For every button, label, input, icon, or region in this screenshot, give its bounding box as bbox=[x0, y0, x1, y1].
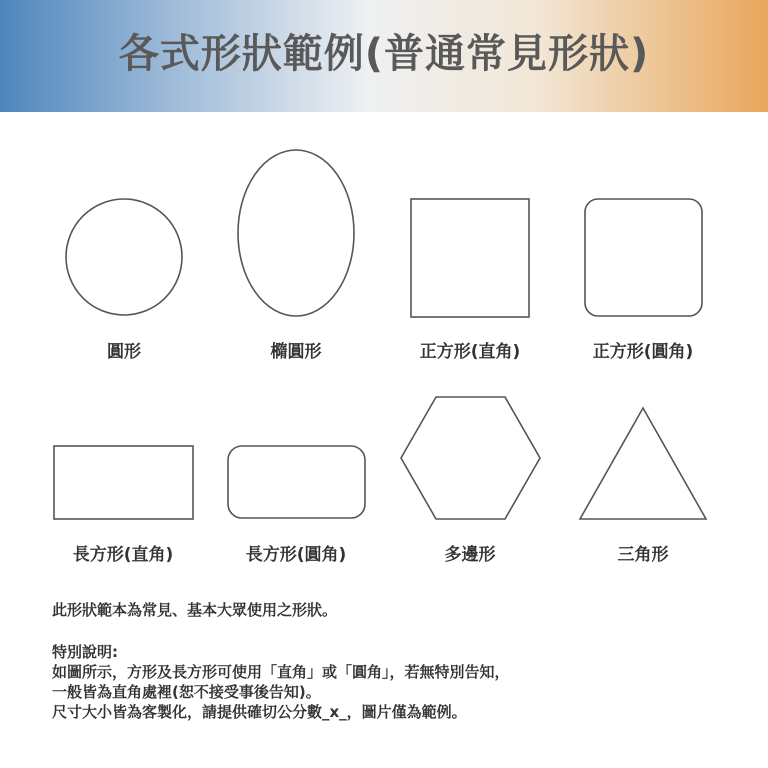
notes-heading: 特別說明: bbox=[52, 643, 118, 661]
ellipse-icon bbox=[238, 150, 354, 316]
shape-label-hexagon: 多邊形 bbox=[444, 545, 496, 565]
square-sharp-icon bbox=[411, 199, 529, 317]
notes-intro: 此形狀範本為常見、基本大眾使用之形狀。 bbox=[52, 601, 338, 619]
page-title: 各式形狀範例(普通常見形狀) bbox=[118, 31, 650, 77]
square-rounded-icon bbox=[585, 199, 702, 316]
notes-line: 一般皆為直角處裡(恕不接受事後告知)。 bbox=[52, 683, 321, 701]
notes-line: 尺寸大小皆為客製化，請提供確切公分數_x_，圖片僅為範例。 bbox=[52, 703, 467, 721]
shape-label-circle: 圓形 bbox=[107, 342, 141, 362]
notes-line: 如圖所示，方形及長方形可使用「直角」或「圓角」，若無特別告知， bbox=[52, 663, 510, 681]
shape-label-rectangle-rounded: 長方形(圓角) bbox=[245, 545, 347, 565]
shape-label-square-sharp: 正方形(直角) bbox=[419, 342, 521, 362]
circle-icon bbox=[66, 199, 182, 315]
rectangle-rounded-icon bbox=[228, 446, 365, 518]
notes-spacer bbox=[52, 620, 510, 642]
notes-section bbox=[52, 600, 510, 722]
shape-label-square-rounded: 正方形(圓角) bbox=[592, 342, 694, 362]
triangle-icon bbox=[580, 408, 706, 519]
shape-label-ellipse: 橢圓形 bbox=[270, 342, 322, 362]
rectangle-sharp-icon bbox=[54, 446, 193, 519]
shape-label-triangle: 三角形 bbox=[617, 545, 669, 565]
shape-label-rectangle-sharp: 長方形(直角) bbox=[72, 545, 174, 565]
hexagon-icon bbox=[401, 397, 540, 519]
